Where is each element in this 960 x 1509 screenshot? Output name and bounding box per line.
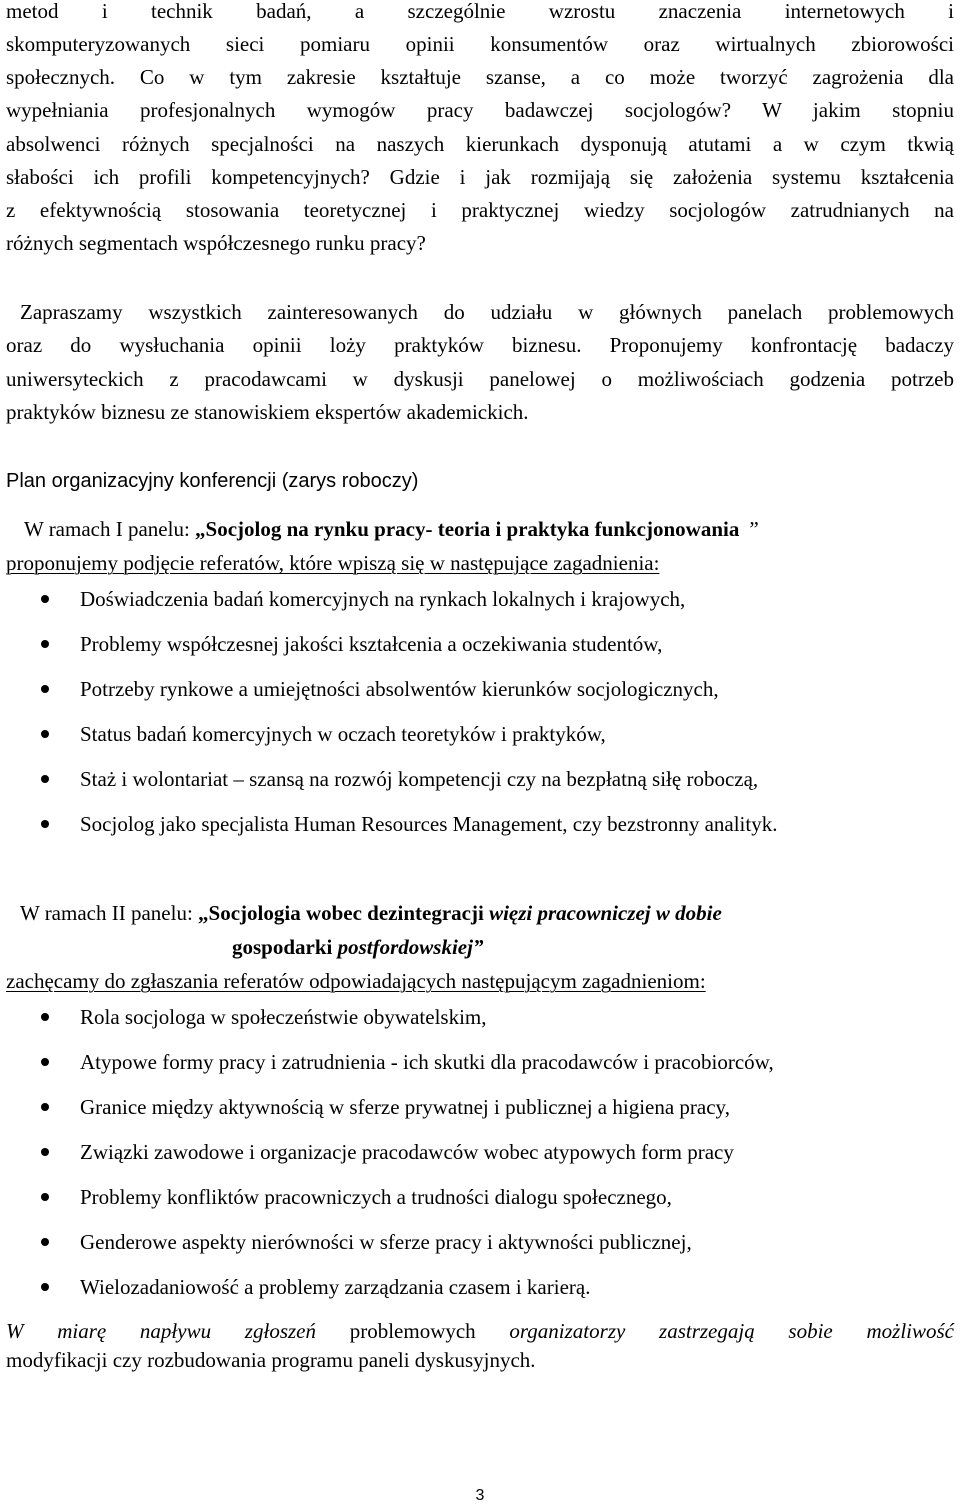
list-item-text: Problemy konfliktów pracowniczych a trudności dialogu społecznego,: [80, 1185, 672, 1209]
panel2-title-line-2: [232, 932, 483, 962]
panel1-lead: proponujemy podjęcie referatów, które wpiszą się w następujące zagadnienia:: [6, 551, 660, 575]
intro-line-3: społecznych. Co w tym zakresie kształtuje szanse, a co może tworzyć zagrożenia dla: [6, 65, 954, 89]
bullet-icon: [41, 1193, 49, 1201]
panel2-prefix: W ramach II panelu:: [20, 901, 199, 925]
invite-line-3: uniwersyteckich z pracodawcami w dyskusji panelowej o możliwościach godzenia potrzeb: [6, 367, 954, 391]
panel2-lead: zachęcamy do zgłaszania referatów odpowiadających następującym zagadnieniom:: [6, 969, 706, 993]
list-item-text: Atypowe formy pracy i zatrudnienia - ich skutki dla pracodawców i pracobiorców,: [80, 1050, 774, 1074]
list-item-text: Potrzeby rynkowe a umiejętności absolwentów kierunków socjologicznych,: [80, 677, 719, 701]
list-item-text: Związki zawodowe i organizacje pracodawców wobec atypowych form pracy: [80, 1140, 734, 1164]
list-item-text: Status badań komercyjnych w oczach teoretyków i praktyków,: [80, 722, 606, 746]
bullet-icon: [41, 1238, 49, 1246]
list-item-text: Doświadczenia badań komercyjnych na rynkach lokalnych i krajowych,: [80, 587, 686, 611]
list-item-text: Genderowe aspekty nierówności w sferze pracy i aktywności publicznej,: [80, 1230, 692, 1254]
invite-line-1: Zapraszamy wszystkich zainteresowanych do udziału w głównych panelach problemowych: [20, 300, 954, 324]
list-item-text: Staż i wolontariat – szansą na rozwój kompetencji czy na bezpłatną siłę roboczą,: [80, 767, 759, 791]
closing-italic-a: W miarę napływu zgłoszeń: [6, 1319, 316, 1343]
list-item-text: Socjolog jako specjalista Human Resources Management, czy bezstronny analityk.: [80, 812, 778, 836]
panel1-prefix: W ramach I panelu:: [24, 517, 196, 541]
invite-line-4: praktyków biznesu ze stanowiskiem ekspertów akademickich.: [6, 400, 529, 424]
bullet-icon: [41, 820, 49, 828]
panel2-title-line-1: [20, 898, 722, 928]
intro-line-4: wypełniania profesjonalnych wymogów pracy badawczej socjologów? W jakim stopniu: [6, 98, 954, 122]
bullet-icon: [41, 1148, 49, 1156]
panel2-close-quote: ”: [472, 935, 484, 959]
closing-line-1: [6, 1316, 954, 1346]
panel2-title-line2-bold-italic: postfordowskiej: [337, 935, 473, 959]
closing-regular: problemowych: [315, 1319, 510, 1343]
intro-line-2: skomputeryzowanych sieci pomiaru opinii konsumentów oraz wirtualnych zbiorowości: [6, 32, 954, 56]
bullet-icon: [41, 1013, 49, 1021]
panel2-title-bold: Socjologia wobec dezintegracji: [208, 901, 490, 925]
bullet-icon: [41, 730, 49, 738]
list-item-text: Problemy współczesnej jakości kształcenia a oczekiwania studentów,: [80, 632, 663, 656]
bullet-icon: [41, 595, 49, 603]
intro-line-1: metod i technik badań, a szczególnie wzrostu znaczenia internetowych i: [6, 0, 954, 23]
panel1-open-quote: „: [195, 517, 206, 541]
bullet-icon: [41, 1283, 49, 1291]
panel2-title-line2-bold: gospodarki: [232, 935, 338, 959]
plan-heading: Plan organizacyjny konferencji (zarys roboczy): [6, 470, 419, 492]
intro-line-5: absolwenci różnych specjalności na naszych kierunkach dysponują atutami a w czym tkwią: [6, 132, 954, 156]
list-item-text: Wielozadaniowość a problemy zarządzania czasem i karierą.: [80, 1275, 591, 1299]
bullet-icon: [41, 685, 49, 693]
panel1-title: [24, 514, 759, 544]
panel1-title-text: Socjolog na rynku pracy- teoria i praktyka funkcjonowania: [205, 517, 740, 541]
panel1-close-quote: ”: [749, 517, 759, 541]
invite-line-2: oraz do wysłuchania opinii loży praktyków biznesu. Proponujemy konfrontację badaczy: [6, 333, 954, 357]
intro-line-7: z efektywnością stosowania teoretycznej i praktycznej wiedzy socjologów zatrudnianych na: [6, 198, 954, 222]
bullet-icon: [41, 1058, 49, 1066]
list-item-text: Rola socjologa w społeczeństwie obywatelskim,: [80, 1005, 487, 1029]
list-item-text: Granice między aktywnością w sferze prywatnej i publicznej a higiena pracy,: [80, 1095, 730, 1119]
intro-line-8: różnych segmentach współczesnego runku pracy?: [6, 231, 426, 255]
panel2-open-quote: „: [198, 901, 209, 925]
bullet-icon: [41, 775, 49, 783]
closing-line-2: modyfikacji czy rozbudowania programu paneli dyskusyjnych.: [6, 1348, 536, 1372]
page-number: 3: [475, 1487, 485, 1504]
closing-italic-b: organizatorzy zastrzegają sobie możliwość: [509, 1319, 954, 1343]
bullet-icon: [41, 640, 49, 648]
intro-line-6: słabości ich profili kompetencyjnych? Gdzie i jak rozmijają się założenia systemu kształcenia: [6, 165, 954, 189]
bullet-icon: [41, 1103, 49, 1111]
panel2-title-bold-italic: więzi pracowniczej w dobie: [489, 901, 722, 925]
